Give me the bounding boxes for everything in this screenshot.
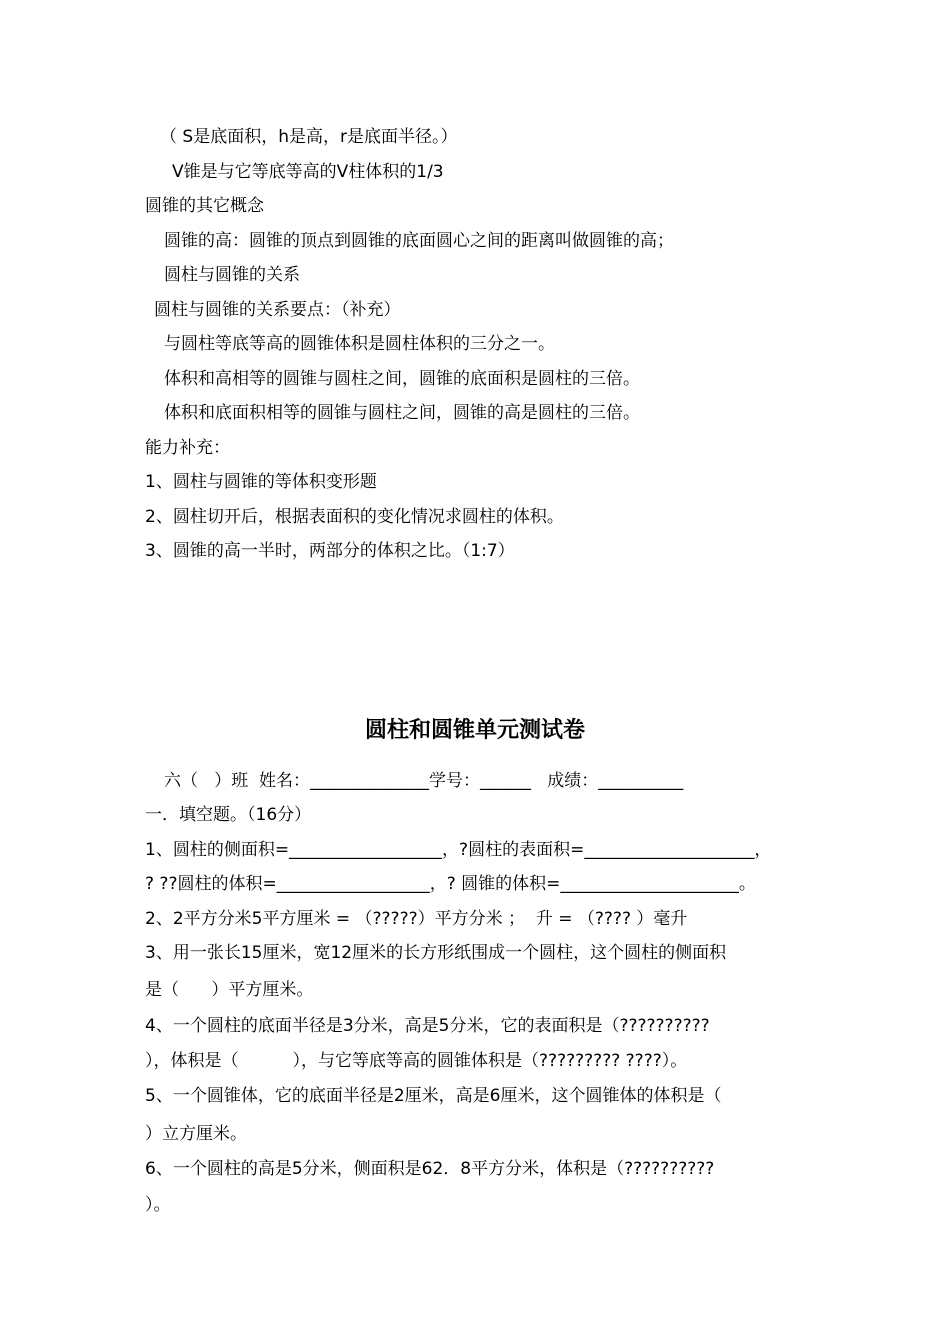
student-info-line: 六（ ）班 姓名：______________学号：______ 成绩：__________ — [164, 771, 684, 791]
cone-relation-text: V锥是与它等底等高的V柱体积的1/3 — [172, 162, 444, 182]
ability-item-2: 2、圆柱切开后，根据表面积的变化情况求圆柱的体积。 — [145, 507, 564, 527]
question-3-line-1: 3、用一张长15厘米，宽12厘米的长方形纸围成一个圆柱，这个圆柱的侧面积 — [145, 943, 727, 963]
question-1-line-2: ? ??圆柱的体积=__________________，? 圆锥的体积=_____________________。 — [145, 874, 756, 894]
section-1-heading: 一．填空题。（16分） — [145, 805, 312, 825]
question-3-line-2: 是（ ）平方厘米。 — [145, 980, 314, 1000]
question-1-line-1: 1、圆柱的侧面积=__________________，?圆柱的表面积=____________________， — [145, 840, 772, 860]
ability-item-1: 1、圆柱与圆锥的等体积变形题 — [145, 472, 377, 492]
question-6-line-1: 6、一个圆柱的高是5分米，侧面积是62．8平方分米，体积是（?????????? — [145, 1159, 715, 1179]
relation-point-3: 体积和底面积相等的圆锥与圆柱之间，圆锥的高是圆柱的三倍。 — [164, 403, 640, 423]
cone-height-definition: 圆锥的高：圆锥的顶点到圆锥的底面圆心之间的距离叫做圆锥的高； — [164, 231, 674, 251]
question-5-line-2: ）立方厘米。 — [145, 1124, 247, 1144]
other-concepts-heading: 圆锥的其它概念 — [145, 196, 264, 216]
ability-item-3: 3、圆锥的高一半时，两部分的体积之比。（1:7） — [145, 541, 515, 561]
relation-point-1: 与圆柱等底等高的圆锥体积是圆柱体积的三分之一。 — [164, 334, 555, 354]
relation-heading: 圆柱与圆锥的关系 — [164, 265, 300, 285]
question-4-line-1: 4、一个圆柱的底面半径是3分米，高是5分米，它的表面积是（?????????? — [145, 1016, 710, 1036]
ability-heading: 能力补充： — [145, 438, 230, 458]
relation-point-2: 体积和高相等的圆锥与圆柱之间，圆锥的底面积是圆柱的三倍。 — [164, 369, 640, 389]
question-6-line-2: ）。 — [145, 1195, 171, 1215]
question-4-line-2: ），体积是（ ），与它等底等高的圆锥体积是（????????? ????）。 — [145, 1051, 688, 1071]
formula-note: （ S是底面积，h是高，r是底面半径。） — [160, 127, 458, 147]
question-2: 2、2平方分米5平方厘米 = （?????）平方分米 ； 升 = （???? ）毫升 — [145, 909, 688, 929]
test-title: 圆柱和圆锥单元测试卷 — [364, 718, 585, 743]
question-5-line-1: 5、一个圆锥体，它的底面半径是2厘米，高是6厘米，这个圆锥体的体积是（ — [145, 1086, 722, 1106]
relation-points-heading: 圆柱与圆锥的关系要点：（补充） — [154, 300, 401, 320]
